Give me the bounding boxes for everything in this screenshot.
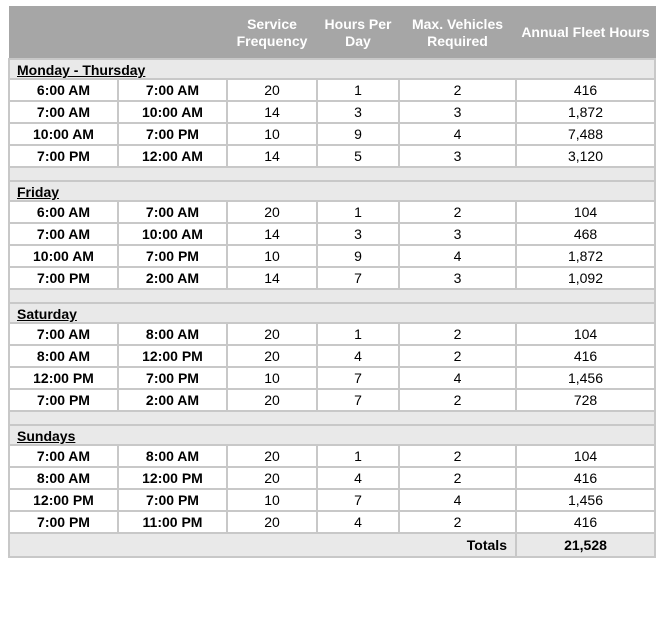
table-row (9, 223, 655, 245)
service-frequency-cell: 14 (227, 223, 317, 245)
table-row (9, 201, 655, 223)
annual-fleet-hours-cell: 7,488 (516, 123, 655, 145)
end-time-cell: 12:00 PM (118, 467, 227, 489)
header-start-time (9, 7, 118, 60)
header-row (9, 7, 655, 60)
hours-per-day-cell: 1 (317, 323, 399, 345)
end-time-cell: 2:00 AM (118, 267, 227, 289)
annual-fleet-hours-cell: 416 (516, 79, 655, 101)
annual-fleet-hours-cell: 3,120 (516, 145, 655, 167)
spacer-row (9, 167, 655, 181)
service-frequency-cell: 10 (227, 489, 317, 511)
annual-fleet-hours-cell: 416 (516, 511, 655, 533)
end-time-cell: 10:00 AM (118, 101, 227, 123)
service-frequency-cell: 20 (227, 445, 317, 467)
hours-per-day-cell: 7 (317, 389, 399, 411)
max-vehicles-cell: 2 (399, 345, 516, 367)
totals-label: Totals (9, 533, 516, 557)
start-time-cell: 7:00 AM (9, 223, 118, 245)
start-time-cell: 8:00 AM (9, 467, 118, 489)
service-frequency-cell: 14 (227, 145, 317, 167)
annual-fleet-hours-cell: 1,456 (516, 489, 655, 511)
max-vehicles-cell: 2 (399, 389, 516, 411)
annual-fleet-hours-cell: 468 (516, 223, 655, 245)
spacer-row (9, 289, 655, 303)
max-vehicles-cell: 4 (399, 367, 516, 389)
spacer-cell (9, 289, 655, 303)
section-title: Saturday (9, 303, 655, 323)
max-vehicles-cell: 2 (399, 467, 516, 489)
table-row (9, 445, 655, 467)
start-time-cell: 7:00 PM (9, 145, 118, 167)
annual-fleet-hours-cell: 728 (516, 389, 655, 411)
table-row (9, 145, 655, 167)
spacer-cell (9, 167, 655, 181)
end-time-cell: 10:00 AM (118, 223, 227, 245)
start-time-cell: 7:00 AM (9, 323, 118, 345)
spacer-cell (9, 411, 655, 425)
max-vehicles-cell: 2 (399, 323, 516, 345)
max-vehicles-cell: 4 (399, 489, 516, 511)
section-title: Friday (9, 181, 655, 201)
annual-fleet-hours-cell: 104 (516, 323, 655, 345)
header-annual-fleet-hours: Annual Fleet Hours (516, 7, 655, 60)
service-frequency-cell: 14 (227, 267, 317, 289)
service-frequency-cell: 10 (227, 367, 317, 389)
start-time-cell: 7:00 AM (9, 101, 118, 123)
annual-fleet-hours-cell: 416 (516, 345, 655, 367)
end-time-cell: 7:00 PM (118, 367, 227, 389)
start-time-cell: 7:00 PM (9, 389, 118, 411)
hours-per-day-cell: 9 (317, 123, 399, 145)
section-title: Sundays (9, 425, 655, 445)
start-time-cell: 12:00 PM (9, 489, 118, 511)
end-time-cell: 7:00 PM (118, 489, 227, 511)
service-frequency-cell: 10 (227, 123, 317, 145)
service-frequency-cell: 14 (227, 101, 317, 123)
start-time-cell: 7:00 PM (9, 267, 118, 289)
section-header-row (9, 303, 655, 323)
end-time-cell: 8:00 AM (118, 445, 227, 467)
table-row (9, 79, 655, 101)
start-time-cell: 12:00 PM (9, 367, 118, 389)
hours-per-day-cell: 4 (317, 345, 399, 367)
service-frequency-cell: 20 (227, 79, 317, 101)
table-row (9, 267, 655, 289)
service-frequency-cell: 20 (227, 345, 317, 367)
header-end-time (118, 7, 227, 60)
hours-per-day-cell: 1 (317, 79, 399, 101)
service-frequency-cell: 20 (227, 389, 317, 411)
end-time-cell: 12:00 AM (118, 145, 227, 167)
table-row (9, 389, 655, 411)
start-time-cell: 10:00 AM (9, 123, 118, 145)
max-vehicles-cell: 3 (399, 267, 516, 289)
service-schedule-table (8, 6, 656, 558)
hours-per-day-cell: 3 (317, 223, 399, 245)
table-row (9, 323, 655, 345)
table-row (9, 245, 655, 267)
section-header-row (9, 425, 655, 445)
start-time-cell: 8:00 AM (9, 345, 118, 367)
table-body (9, 59, 655, 557)
end-time-cell: 8:00 AM (118, 323, 227, 345)
end-time-cell: 12:00 PM (118, 345, 227, 367)
service-frequency-cell: 10 (227, 245, 317, 267)
table-row (9, 489, 655, 511)
start-time-cell: 7:00 AM (9, 445, 118, 467)
service-frequency-cell: 20 (227, 201, 317, 223)
max-vehicles-cell: 3 (399, 223, 516, 245)
hours-per-day-cell: 7 (317, 367, 399, 389)
end-time-cell: 7:00 PM (118, 123, 227, 145)
max-vehicles-cell: 2 (399, 201, 516, 223)
start-time-cell: 7:00 PM (9, 511, 118, 533)
annual-fleet-hours-cell: 1,872 (516, 101, 655, 123)
max-vehicles-cell: 3 (399, 145, 516, 167)
service-frequency-cell: 20 (227, 511, 317, 533)
section-header-row (9, 181, 655, 201)
max-vehicles-cell: 4 (399, 123, 516, 145)
start-time-cell: 10:00 AM (9, 245, 118, 267)
section-header-row (9, 59, 655, 79)
section-title: Monday - Thursday (9, 59, 655, 79)
max-vehicles-cell: 4 (399, 245, 516, 267)
header-hours-per-day: Hours Per Day (317, 7, 399, 60)
table-row (9, 511, 655, 533)
annual-fleet-hours-cell: 416 (516, 467, 655, 489)
totals-row (9, 533, 655, 557)
max-vehicles-cell: 2 (399, 511, 516, 533)
annual-fleet-hours-cell: 104 (516, 445, 655, 467)
start-time-cell: 6:00 AM (9, 79, 118, 101)
max-vehicles-cell: 3 (399, 101, 516, 123)
start-time-cell: 6:00 AM (9, 201, 118, 223)
hours-per-day-cell: 5 (317, 145, 399, 167)
service-frequency-cell: 20 (227, 467, 317, 489)
table-row (9, 345, 655, 367)
service-frequency-cell: 20 (227, 323, 317, 345)
hours-per-day-cell: 1 (317, 201, 399, 223)
annual-fleet-hours-cell: 1,456 (516, 367, 655, 389)
hours-per-day-cell: 9 (317, 245, 399, 267)
spacer-row (9, 411, 655, 425)
header-service-frequency: Service Frequency (227, 7, 317, 60)
table-row (9, 101, 655, 123)
max-vehicles-cell: 2 (399, 445, 516, 467)
annual-fleet-hours-cell: 104 (516, 201, 655, 223)
hours-per-day-cell: 7 (317, 489, 399, 511)
totals-value: 21,528 (516, 533, 655, 557)
end-time-cell: 2:00 AM (118, 389, 227, 411)
hours-per-day-cell: 7 (317, 267, 399, 289)
hours-per-day-cell: 4 (317, 467, 399, 489)
table-row (9, 367, 655, 389)
end-time-cell: 7:00 PM (118, 245, 227, 267)
annual-fleet-hours-cell: 1,872 (516, 245, 655, 267)
max-vehicles-cell: 2 (399, 79, 516, 101)
table-row (9, 123, 655, 145)
hours-per-day-cell: 1 (317, 445, 399, 467)
end-time-cell: 7:00 AM (118, 79, 227, 101)
annual-fleet-hours-cell: 1,092 (516, 267, 655, 289)
hours-per-day-cell: 3 (317, 101, 399, 123)
end-time-cell: 7:00 AM (118, 201, 227, 223)
hours-per-day-cell: 4 (317, 511, 399, 533)
end-time-cell: 11:00 PM (118, 511, 227, 533)
table-row (9, 467, 655, 489)
header-max-vehicles: Max. Vehicles Required (399, 7, 516, 60)
